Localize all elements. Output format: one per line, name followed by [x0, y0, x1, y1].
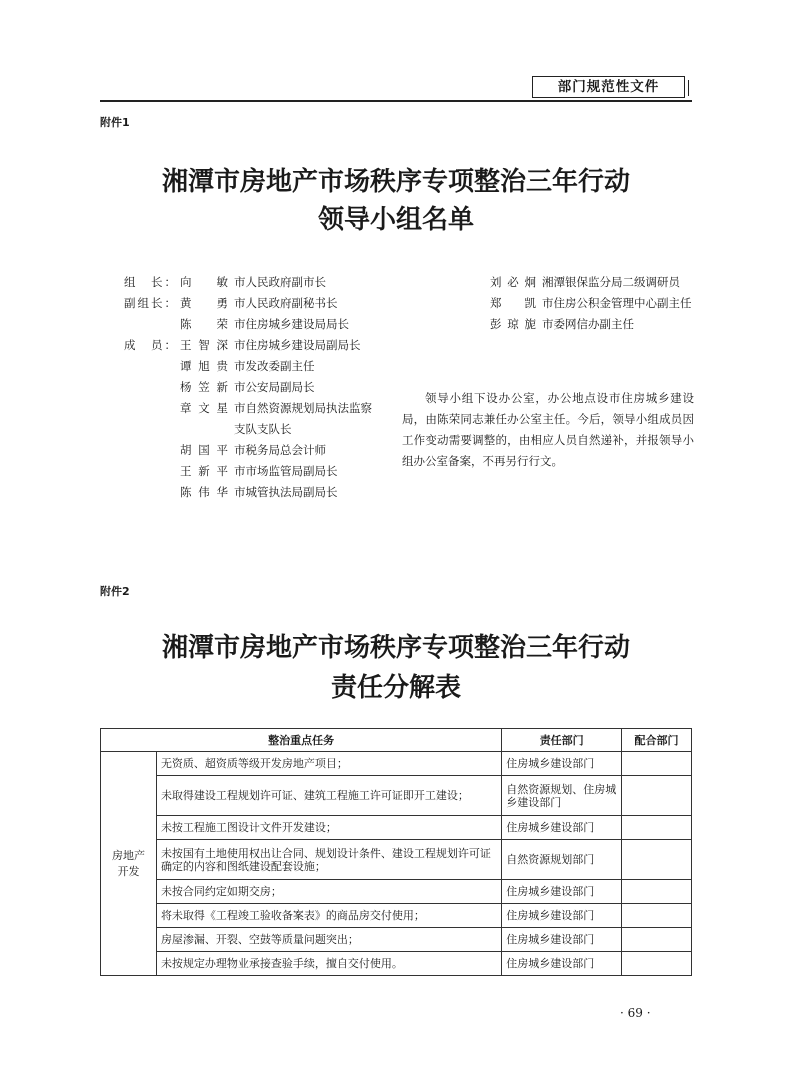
roster-post: 市住房公积金管理中心副主任 — [542, 296, 692, 310]
leader-roster — [124, 272, 404, 503]
roster-post: 市委网信办副主任 — [542, 317, 634, 331]
dept-cell: 住房城乡建设部门 — [502, 880, 622, 904]
table-row — [101, 840, 692, 880]
roster-post: 市市场监管局副局长 — [234, 464, 338, 478]
roster-name: 谭旭贵 — [180, 359, 228, 373]
roster-name: 陈 荣 — [180, 317, 228, 331]
table-row — [101, 752, 692, 776]
roster-row — [124, 377, 404, 398]
roster-row — [124, 440, 404, 461]
roster-post: 市公安局副局长 — [234, 380, 315, 394]
dept-cell: 自然资源规划部门 — [502, 840, 622, 880]
attachment-2-title-line2: 责任分解表 — [330, 673, 461, 703]
coop-cell — [622, 816, 692, 840]
roster-role: 成 员： — [124, 338, 176, 352]
table-row — [101, 816, 692, 840]
roster-row — [124, 314, 404, 335]
coop-cell — [622, 880, 692, 904]
roster-name: 彭琼旎 — [490, 317, 536, 331]
roster-row — [490, 314, 705, 335]
roster-row — [124, 398, 404, 440]
table-row — [101, 776, 692, 816]
roster-name: 陈伟华 — [180, 485, 228, 499]
office-note-paragraph: 领导小组下设办公室，办公地点设市住房城乡建设局，由陈荣同志兼任办公室主任。今后，领导小组成员因工作变动需要调整的，由相应人员自然递补，并报领导小组办公室备案，不再另行行文。 — [402, 391, 694, 468]
dept-cell: 住房城乡建设部门 — [502, 952, 622, 976]
header-responsible-dept: 责任部门 — [502, 729, 622, 752]
roster-post: 市住房城乡建设局局长 — [234, 317, 349, 331]
coop-cell — [622, 952, 692, 976]
roster-row — [124, 461, 404, 482]
roster-post: 市城管执法局副局长 — [234, 485, 338, 499]
roster-name: 向 敏 — [180, 275, 228, 289]
coop-cell — [622, 904, 692, 928]
roster-post: 市税务局总会计师 — [234, 443, 326, 457]
roster-row — [490, 272, 705, 293]
roster-name: 王新平 — [180, 464, 228, 478]
roster-row — [124, 482, 404, 503]
task-cell: 未按国有土地使用权出让合同、规划设计条件、建设工程规划许可证确定的内容和图纸建设配套设施； — [156, 840, 501, 880]
task-cell: 未取得建设工程规划许可证、建筑工程施工许可证即开工建设； — [156, 776, 501, 816]
task-cell: 未按合同约定如期交房； — [156, 880, 501, 904]
roster-row — [490, 293, 705, 314]
dept-cell: 住房城乡建设部门 — [502, 752, 622, 776]
attachment-2-title-line1: 湘潭市房地产市场秩序专项整治三年行动 — [161, 633, 630, 663]
dept-cell: 自然资源规划、住房城乡建设部门 — [502, 776, 622, 816]
attachment-2-label: 附件2 — [100, 585, 130, 598]
task-cell: 无资质、超资质等级开发房地产项目； — [156, 752, 501, 776]
table-row — [101, 880, 692, 904]
coop-cell — [622, 928, 692, 952]
document-category-tag: 部门规范性文件 — [532, 76, 685, 98]
roster-post: 市人民政府副市长 — [234, 275, 326, 289]
roster-name: 黄 勇 — [180, 296, 228, 310]
task-cell: 房屋渗漏、开裂、空鼓等质量问题突出； — [156, 928, 501, 952]
roster-name: 刘必炯 — [490, 275, 536, 289]
roster-name: 杨笠新 — [180, 380, 228, 394]
roster-post: 市人民政府副秘书长 — [234, 296, 338, 310]
task-cell: 未按规定办理物业承接查验手续，擅自交付使用。 — [156, 952, 501, 976]
category-cell: 房地产开发 — [101, 752, 157, 976]
roster-name: 王智深 — [180, 338, 228, 352]
roster-name: 郑 凯 — [490, 296, 536, 310]
roster-name: 章文星 — [180, 401, 228, 415]
roster-row — [124, 272, 404, 293]
task-cell: 将未取得《工程竣工验收备案表》的商品房交付使用； — [156, 904, 501, 928]
attachment-1-label: 附件1 — [100, 116, 130, 129]
roster-row — [124, 356, 404, 377]
roster-post: 市发改委副主任 — [234, 359, 315, 373]
roster-role: 副组长： — [124, 296, 176, 310]
roster-post: 市自然资源规划局执法监察支队支队长 — [234, 401, 372, 436]
roster-row — [124, 293, 404, 314]
table-row — [101, 904, 692, 928]
attachment-1-title-line1: 湘潭市房地产市场秩序专项整治三年行动 — [161, 167, 630, 197]
page-number: · 69 · — [620, 1006, 651, 1020]
roster-role: 组 长： — [124, 275, 176, 289]
leader-roster-continued — [490, 272, 705, 335]
roster-name: 胡国平 — [180, 443, 228, 457]
dept-cell: 住房城乡建设部门 — [502, 928, 622, 952]
responsibility-table — [100, 728, 692, 976]
coop-cell — [622, 840, 692, 880]
dept-cell: 住房城乡建设部门 — [502, 904, 622, 928]
roster-post: 湘潭银保监分局二级调研员 — [542, 275, 680, 289]
attachment-1-title-line2: 领导小组名单 — [317, 205, 474, 235]
header-cooperating-dept: 配合部门 — [622, 729, 692, 752]
task-cell: 未按工程施工图设计文件开发建设； — [156, 816, 501, 840]
table-row — [101, 928, 692, 952]
roster-row — [124, 335, 404, 356]
table-row — [101, 952, 692, 976]
header-task: 整治重点任务 — [101, 729, 502, 752]
table-header-row — [101, 729, 692, 752]
coop-cell — [622, 776, 692, 816]
dept-cell: 住房城乡建设部门 — [502, 816, 622, 840]
coop-cell — [622, 752, 692, 776]
roster-post: 市住房城乡建设局副局长 — [234, 338, 361, 352]
header-rule — [100, 100, 692, 102]
